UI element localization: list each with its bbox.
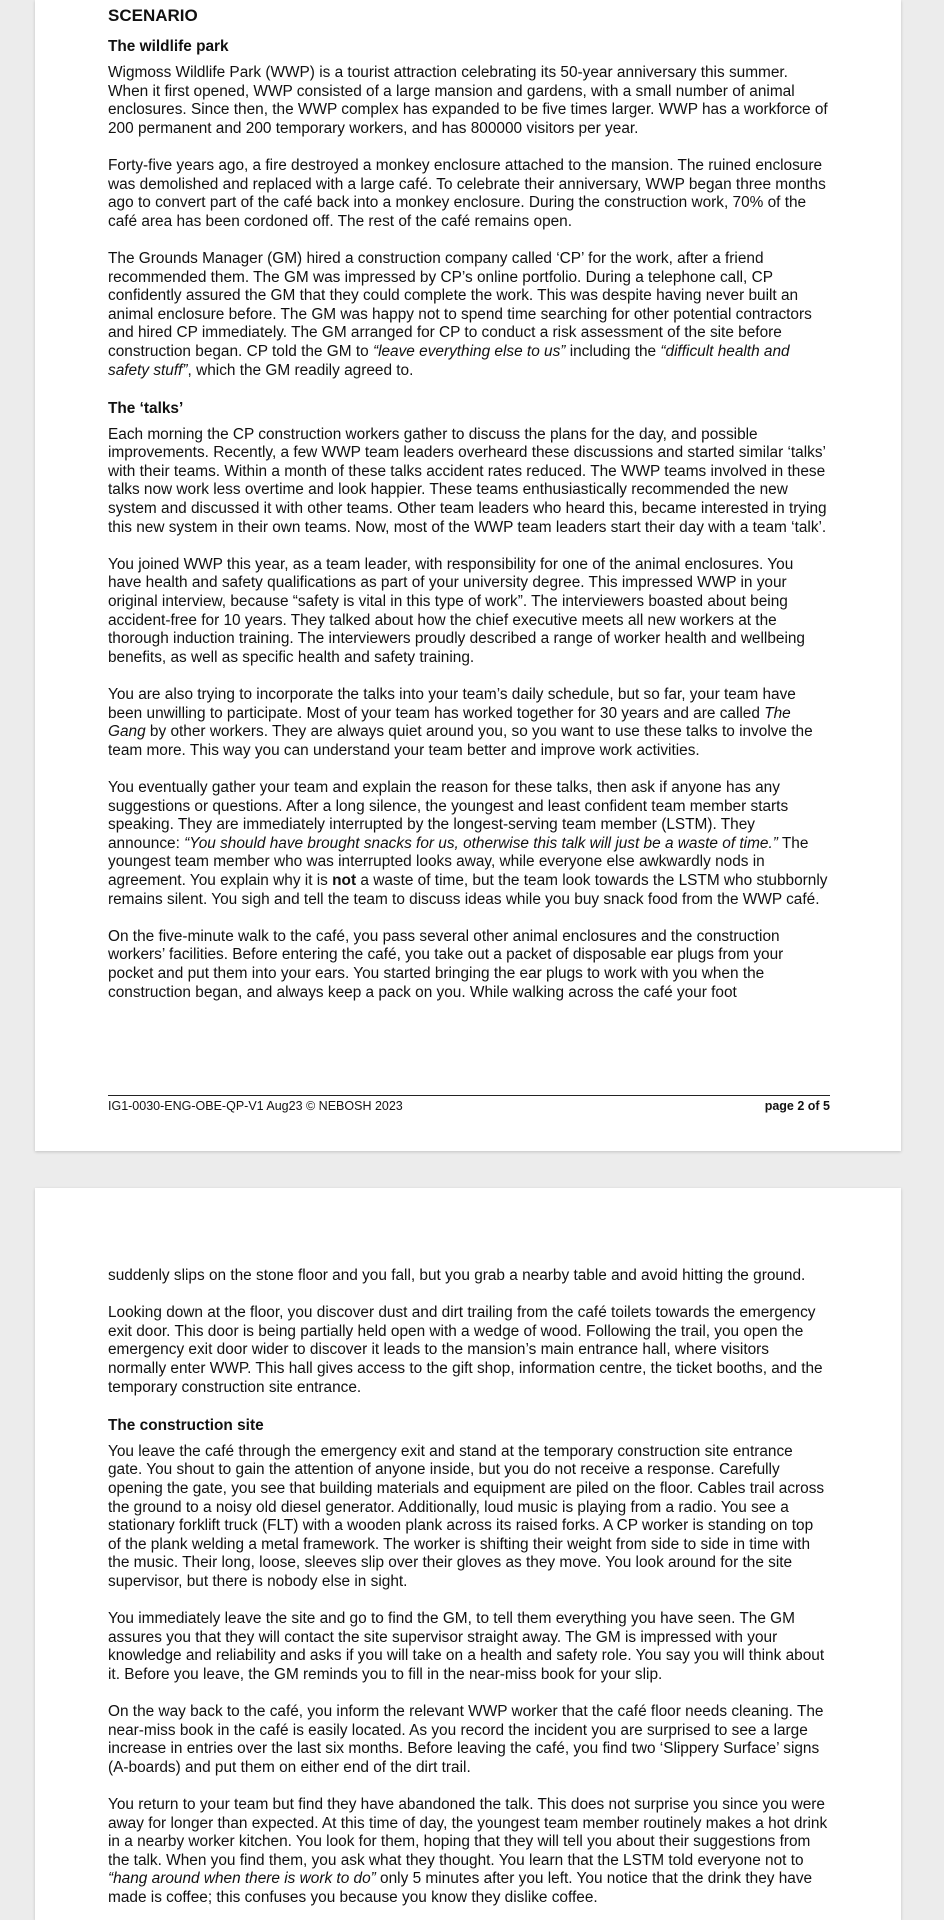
page-footer (108, 1095, 830, 1114)
document-page-2 (35, 0, 901, 1151)
paragraph: On the five-minute walk to the café, you pass several other animal enclosures and the construction workers’ facilities. Before entering the café, you take out a packet of disposable ear plugs from your pocket and put them into your ears. You started bringing the ear plugs to work with you when the construction began, and always keep a pack on you. While walking across the café your foot (108, 927, 784, 1001)
footer-page-number: page 2 of 5 (764, 1099, 830, 1113)
paragraph (108, 686, 830, 760)
text-run: by other workers. They are always quiet around you, so you want to use these talks to involve the team more. This way you can understand your team better and improve work activities. (108, 723, 813, 759)
paragraph: Looking down at the floor, you discover dust and dirt trailing from the café toilets towards the emergency exit door. This door is being partially held open with a wedge of wood. Following the trail, you open the emergency exit door wider to discover it leads to the mansion’s main entrance hall, where visitors normally enter WWP. This hall gives access to the gift shop, information centre, the ticket booths, and the temporary construction site entrance. (108, 1304, 823, 1396)
paragraph (108, 779, 830, 909)
paragraph: You joined WWP this year, as a team leader, with responsibility for one of the animal enclosures. You have health and safety qualifications as part of your university degree. This impressed WWP in your original interview, because “safety is vital in this type of work”. The interviewers boasted about being accident-free for 10 years. They talked about how the chief executive meets all new workers at the thorough induction training. The interviewers proudly described a range of worker health and wellbeing benefits, as well as specific health and safety training. (108, 555, 805, 666)
paragraph: Wigmoss Wildlife Park (WWP) is a tourist attraction celebrating its 50-year anniversary this summer. When it first opened, WWP consisted of a large mansion and gardens, with a small number of animal enclosures. Since then, the WWP complex has expanded to be five times larger. WWP has a workforce of 200 permanent and 200 temporary workers, and has 800000 visitors per year. (108, 64, 828, 137)
section-title-talks: The ‘talks’ (108, 399, 184, 417)
italic-name: The Gang (108, 704, 791, 741)
quote: “difficult health and safety stuff” (108, 342, 790, 379)
paragraph: On the way back to the café, you inform the relevant WWP worker that the café floor needs cleaning. The near-miss book in the café is easily located. As you record the incident you are surprised to see a large increase in entries over the last six months. Before leaving the café, you find two ‘Slippery Surface’ signs (A-boards) and put them on either end of the dirt trail. (108, 1703, 824, 1776)
text-run: including the (565, 342, 661, 360)
text-run: The youngest team member who was interrupted looks away, while everyone else awkwardly nods in agreement. You explain why it is (108, 834, 809, 889)
bold-word: not (332, 871, 357, 889)
paragraph (108, 1796, 830, 1908)
text-run: , which the GM readily agreed to. (187, 361, 414, 379)
paragraph: suddenly slips on the stone floor and you fall, but you grab a nearby table and avoid hitting the ground. (108, 1267, 806, 1284)
paragraph: You leave the café through the emergency exit and stand at the temporary construction site entrance gate. You shout to gain the attention of anyone inside, but you do not receive a response. Carefully opening the gate, you see that building materials and equipment are piled on the floor. Cables trail across the ground to a noisy old diesel generator. Additionally, loud music is playing from a radio. You see a stationary forklift truck (FLT) with a wooden plank across its raised forks. A CP worker is standing on top of the plank welding a metal framework. The worker is shifting their weight from side to side in time with the music. Their long, loose, sleeves slip over their gloves as they move. You look around for the site supervisor, but there is nobody else in sight. (108, 1442, 825, 1590)
quote: “leave everything else to us” (372, 342, 566, 360)
text-run: You return to your team but find they have abandoned the talk. This does not surprise you since you were away for longer than expected. At this time of day, the youngest team member routinely makes a hot drink in a nearby worker kitchen. You look for them, hoping that they will tell you about their suggestions from the talk. When you find them, you ask what they thought. You learn that the LSTM told everyone not to (108, 1796, 828, 1869)
page-content (108, 6, 830, 1002)
document-page-3 (35, 1188, 901, 1920)
text-run: a waste of time, but the team look towards the LSTM who stubbornly remains silent. You sigh and tell the team to discuss ideas while you buy snack food from the WWP café. (108, 871, 828, 908)
footer-document-code: IG1-0030-ENG-OBE-QP-V1 Aug23 © NEBOSH 2023 (108, 1099, 403, 1113)
text-run: The Grounds Manager (GM) hired a construction company called ‘CP’ for the work, after a friend recommended them. The GM was impressed by CP’s online portfolio. During a telephone call, CP confidently assured the GM that they could complete the work. This was despite having never built an animal enclosure before. The GM was happy not to spend time searching for other potential contractors and hired CP immediately. The GM arranged for CP to conduct a risk assessment of the site before construction began. CP told the GM to (108, 249, 812, 360)
paragraph (108, 250, 830, 380)
section-title-construction-site: The construction site (108, 1416, 264, 1434)
text-run: only 5 minutes after you left. You notice that the drink they have made is coffee; this confuses you because you know they dislike coffee. (108, 1870, 813, 1906)
quote: “hang around when there is work to do” (108, 1870, 376, 1888)
section-title-wildlife-park: The wildlife park (108, 38, 229, 55)
text-run: You are also trying to incorporate the talks into your team’s daily schedule, but so far, your team have been unwilling to participate. Most of your team has worked together for 30 years and are called (108, 686, 796, 722)
quote: “You should have brought snacks for us, otherwise this talk will just be a waste of time.” (184, 834, 778, 852)
paragraph: Forty-five years ago, a fire destroyed a monkey enclosure attached to the mansion. The ruined enclosure was demolished and replaced with a large café. To celebrate their anniversary, WWP began three months ago to convert part of the café back into a monkey enclosure. During the construction work, 70% of the café area has been cordoned off. The rest of the café remains open. (108, 156, 826, 230)
paragraph: You immediately leave the site and go to find the GM, to tell them everything you have seen. The GM assures you that they will contact the site supervisor straight away. The GM is impressed with your knowledge and reliability and asks if you will take on a health and safety role. You say you will think about it. Before you leave, the GM reminds you to fill in the near-miss book for your slip. (108, 1610, 825, 1683)
text-run: You eventually gather your team and explain the reason for these talks, then ask if anyone has any suggestions or questions. After a long silence, the youngest and least confident team member starts speaking. They are immediately interrupted by the longest-serving team member (LSTM). They announce: (108, 778, 789, 852)
scenario-heading: SCENARIO (108, 6, 198, 25)
paragraph: Each morning the CP construction workers gather to discuss the plans for the day, and possible improvements. Recently, a few WWP team leaders overheard these discussions and started similar ‘talks’ with their teams. Within a month of these talks accident rates reduced. The WWP teams involved in these talks now work less overtime and look happier. These teams enthusiastically recommended the new system and discussed it with other teams. Other team leaders who heard this, became interested in trying this new system in their own teams. Now, most of the WWP team leaders start their day with a team ‘talk’. (108, 425, 827, 536)
page-content (108, 1267, 830, 1908)
